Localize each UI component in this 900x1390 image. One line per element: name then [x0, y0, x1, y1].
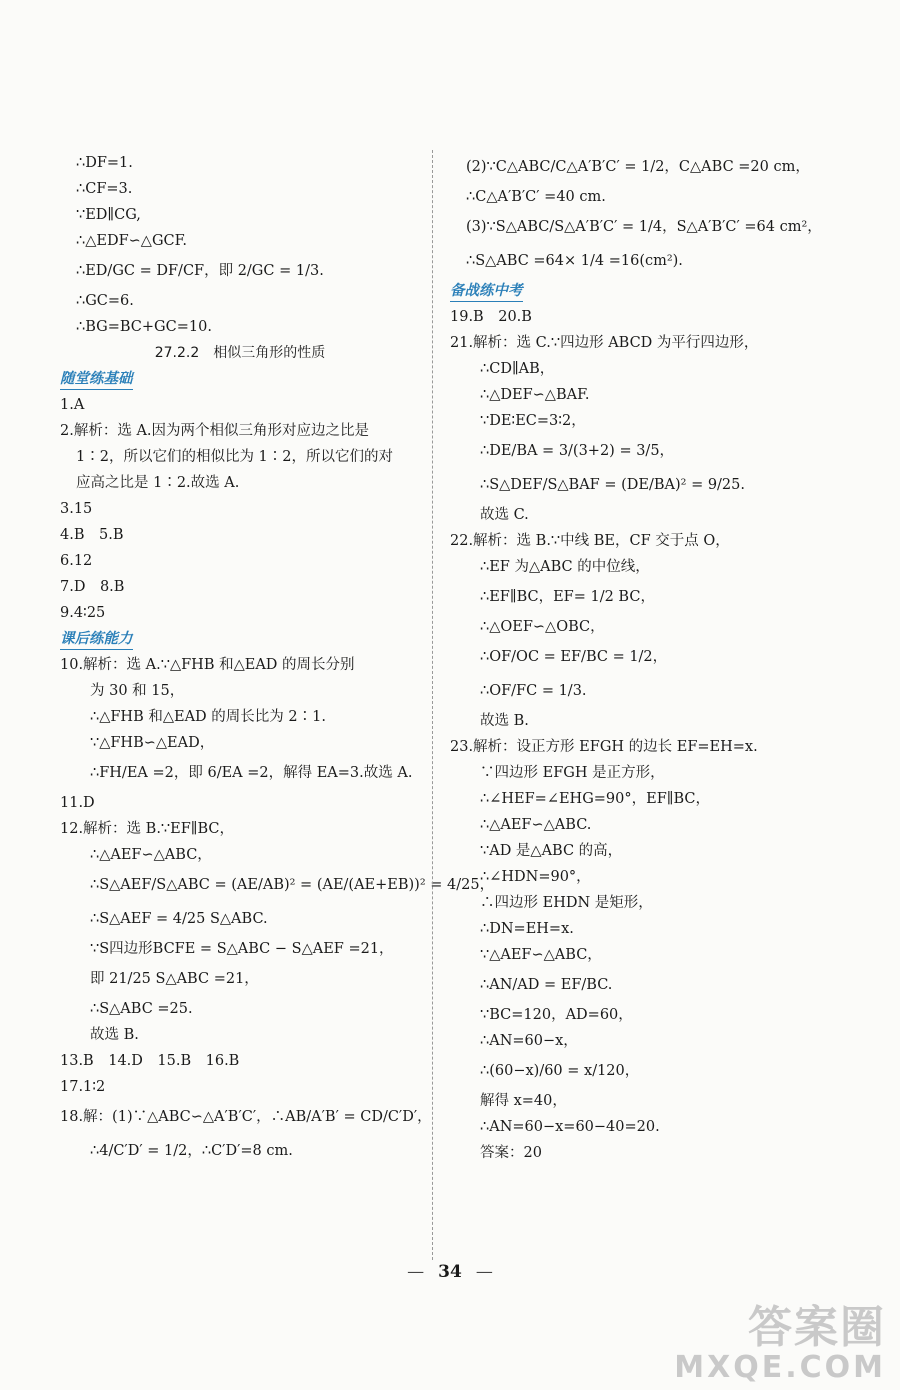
right-line [450, 468, 850, 502]
answer-text: ∵BC=120，AD=60， [480, 1007, 633, 1023]
answer-text: ∴4/C′D′ = 1/2，∴C′D′=8 cm. [90, 1143, 293, 1159]
left-line [60, 574, 420, 600]
left-line [60, 816, 420, 842]
left-line [60, 176, 420, 202]
left-line [60, 678, 420, 704]
page-number: — 34 — [407, 1262, 493, 1282]
answer-text: ∴CF=3. [76, 181, 133, 197]
answer-text: 12.解析：选 B.∵EF∥BC， [60, 821, 235, 837]
left-line [60, 228, 420, 254]
right-line [450, 580, 850, 614]
answer-text: ∴△FHB 和△EAD 的周长比为 2∶1. [90, 709, 326, 725]
left-line [60, 704, 420, 730]
left-line [60, 254, 420, 288]
left-line [60, 652, 420, 678]
left-line [60, 340, 420, 366]
left-line [60, 730, 420, 756]
answer-text: 1.A [60, 397, 85, 413]
right-line [450, 838, 850, 864]
right-line [450, 434, 850, 468]
answer-text: 22.解析：选 B.∵中线 BE，CF 交于点 O， [450, 533, 730, 549]
left-line [60, 1134, 420, 1168]
left-line [60, 1022, 420, 1048]
left-line [60, 626, 420, 652]
left-line [60, 790, 420, 816]
answer-text: ∴∠HDN=90°， [480, 869, 591, 885]
answer-text: ∴FH/EA =2，即 6/EA =2，解得 EA=3.故选 A. [90, 765, 413, 781]
answer-text: 3.15 [60, 501, 93, 517]
answer-text: 答案：20 [480, 1145, 542, 1161]
right-line [450, 1088, 850, 1114]
answer-text: 为 30 和 15， [90, 683, 185, 699]
left-line [60, 1048, 420, 1074]
right-line [450, 890, 850, 916]
section-title: 课后练能力 [60, 629, 133, 650]
right-line [450, 708, 850, 734]
right-line [450, 674, 850, 708]
answer-text: ∴BG=BC+GC=10. [76, 319, 212, 335]
right-line [450, 864, 850, 890]
right-line [450, 942, 850, 968]
answer-text: 17.1∶2 [60, 1079, 106, 1095]
answer-text: ∵四边形 EFGH 是正方形， [480, 765, 665, 781]
page-number-text: 34 [438, 1262, 462, 1282]
answer-text: ∴OF/OC = EF/BC = 1/2， [480, 649, 668, 665]
answer-text: 18.解：(1)∵△ABC∽△A′B′C′，∴AB/A′B′ = CD/C′D′， [60, 1109, 432, 1125]
right-line [450, 968, 850, 1002]
answer-text: ∴EF∥BC，EF= 1/2 BC， [480, 589, 655, 605]
left-line [60, 470, 420, 496]
left-line [60, 150, 420, 176]
answer-text: 即 21/25 S△ABC =21， [90, 971, 259, 987]
answer-text: ∴GC=6. [76, 293, 134, 309]
answer-text: ∴AN/AD = EF/BC. [480, 977, 613, 993]
right-line [450, 812, 850, 838]
section-heading: 27.2.2 相似三角形的性质 [154, 345, 326, 361]
left-line [60, 392, 420, 418]
right-line [450, 278, 850, 304]
answer-text: 23.解析：设正方形 EFGH 的边长 EF=EH=x. [450, 739, 758, 755]
column-divider [432, 150, 433, 1260]
answer-text: ∴DF=1. [76, 155, 133, 171]
right-line [450, 330, 850, 356]
section-title: 备战练中考 [450, 281, 523, 302]
answer-text: ∴AN=60−x=60−40=20. [480, 1119, 660, 1135]
answer-text: 21.解析：选 C.∵四边形 ABCD 为平行四边形， [450, 335, 759, 351]
left-line [60, 996, 420, 1022]
answer-text: ∴C△A′B′C′ =40 cm. [466, 189, 606, 205]
left-line [60, 842, 420, 868]
left-line [60, 496, 420, 522]
answer-text: ∵△FHB∽△EAD， [90, 735, 215, 751]
right-line [450, 1114, 850, 1140]
answer-text: ∴△OEF∽△OBC， [480, 619, 605, 635]
left-line [60, 314, 420, 340]
answer-text: 故选 C. [480, 507, 529, 523]
right-line [450, 916, 850, 942]
answer-text: ∴△DEF∽△BAF. [480, 387, 590, 403]
answer-text: ∴△AEF∽△ABC， [90, 847, 212, 863]
right-line [450, 554, 850, 580]
right-line [450, 786, 850, 812]
answer-text: 应高之比是 1∶2.故选 A. [76, 475, 240, 491]
answer-text: 1∶2，所以它们的相似比为 1∶2，所以它们的对 [76, 449, 394, 465]
answer-text: ∵AD 是△ABC 的高， [480, 843, 623, 859]
answer-text: 故选 B. [480, 713, 529, 729]
right-line [450, 640, 850, 674]
answer-text: 9.4∶25 [60, 605, 106, 621]
left-line [60, 756, 420, 790]
left-line [60, 548, 420, 574]
right-line [450, 382, 850, 408]
right-line [450, 614, 850, 640]
right-line [450, 304, 850, 330]
left-line [60, 418, 420, 444]
left-line [60, 902, 420, 936]
answer-text: ∴△AEF∽△ABC. [480, 817, 592, 833]
right-line [450, 760, 850, 786]
answer-text: 2.解析：选 A.因为两个相似三角形对应边之比是 [60, 423, 370, 439]
answer-text: ∴四边形 EHDN 是矩形， [480, 895, 653, 911]
left-line [60, 288, 420, 314]
answer-text: ∴EF 为△ABC 的中位线， [480, 559, 650, 575]
answer-text: 6.12 [60, 553, 93, 569]
watermark-logo [674, 1304, 886, 1384]
answer-text: ∴∠HEF=∠EHG=90°，EF∥BC， [480, 791, 710, 807]
answer-text: ∴△EDF∽△GCF. [76, 233, 188, 249]
answer-text: 19.B 20.B [450, 309, 532, 325]
answer-text: ∴S△AEF = 4/25 S△ABC. [90, 911, 268, 927]
answer-text: ∵ED∥CG, [76, 207, 141, 223]
right-line [450, 1140, 850, 1166]
answer-text: 10.解析：选 A.∵△FHB 和△EAD 的周长分别 [60, 657, 355, 673]
left-line [60, 868, 495, 902]
answer-text: ∴CD∥AB， [480, 361, 555, 377]
answer-text: (2)∵C△ABC/C△A′B′C′ = 1/2，C△ABC =20 cm， [466, 159, 810, 175]
answer-text: 故选 B. [90, 1027, 139, 1043]
answer-text: ∴DE/BA = 3/(3+2) = 3/5， [480, 443, 675, 459]
left-line [60, 600, 420, 626]
right-line [450, 210, 850, 244]
answer-text: 4.B 5.B [60, 527, 124, 543]
answer-text: ∴S△ABC =64× 1/4 =16(cm²). [466, 253, 683, 269]
left-line [60, 936, 420, 962]
answer-text: ∵△AEF∽△ABC， [480, 947, 602, 963]
left-line [60, 202, 420, 228]
right-column [450, 150, 850, 1166]
answer-text: ∴AN=60−x， [480, 1033, 578, 1049]
left-line [60, 962, 420, 996]
answer-text: ∴ED/GC = DF/CF，即 2/GC = 1/3. [76, 263, 324, 279]
watermark-line1: 答案圈 [748, 1302, 886, 1353]
right-line [450, 528, 850, 554]
right-line [450, 408, 850, 434]
watermark-line2: MXQE.COM [674, 1350, 886, 1385]
answer-text: ∴S△AEF/S△ABC = (AE/AB)² = (AE/(AE+EB))² = 4/25， [90, 877, 495, 893]
left-line [60, 522, 420, 548]
right-line [450, 734, 850, 760]
answer-text: ∵S四边形BCFE = S△ABC − S△AEF =21， [90, 941, 394, 957]
right-line [450, 1002, 850, 1028]
answer-text: 13.B 14.D 15.B 16.B [60, 1053, 240, 1069]
answer-text: (3)∵S△ABC/S△A′B′C′ = 1/4，S△A′B′C′ =64 cm²， [466, 219, 822, 235]
answer-text: 7.D 8.B [60, 579, 125, 595]
answer-text: ∵DE∶EC=3∶2， [480, 413, 586, 429]
left-line [60, 1100, 432, 1134]
right-line [450, 1028, 850, 1054]
right-line [450, 150, 850, 184]
answer-text: 11.D [60, 795, 95, 811]
left-line [60, 1074, 420, 1100]
answer-text: ∴S△ABC =25. [90, 1001, 193, 1017]
right-line [450, 502, 850, 528]
right-line [450, 244, 850, 278]
right-line [450, 184, 850, 210]
section-title: 随堂练基础 [60, 369, 133, 390]
left-line [60, 366, 420, 392]
answer-text: ∴DN=EH=x. [480, 921, 574, 937]
right-line [450, 356, 850, 382]
right-line [450, 1054, 850, 1088]
answer-text: ∴(60−x)/60 = x/120， [480, 1063, 640, 1079]
left-line [60, 444, 420, 470]
answer-text: 解得 x=40， [480, 1093, 567, 1109]
answer-text: ∴S△DEF/S△BAF = (DE/BA)² = 9/25. [480, 477, 745, 493]
answer-text: ∴OF/FC = 1/3. [480, 683, 587, 699]
